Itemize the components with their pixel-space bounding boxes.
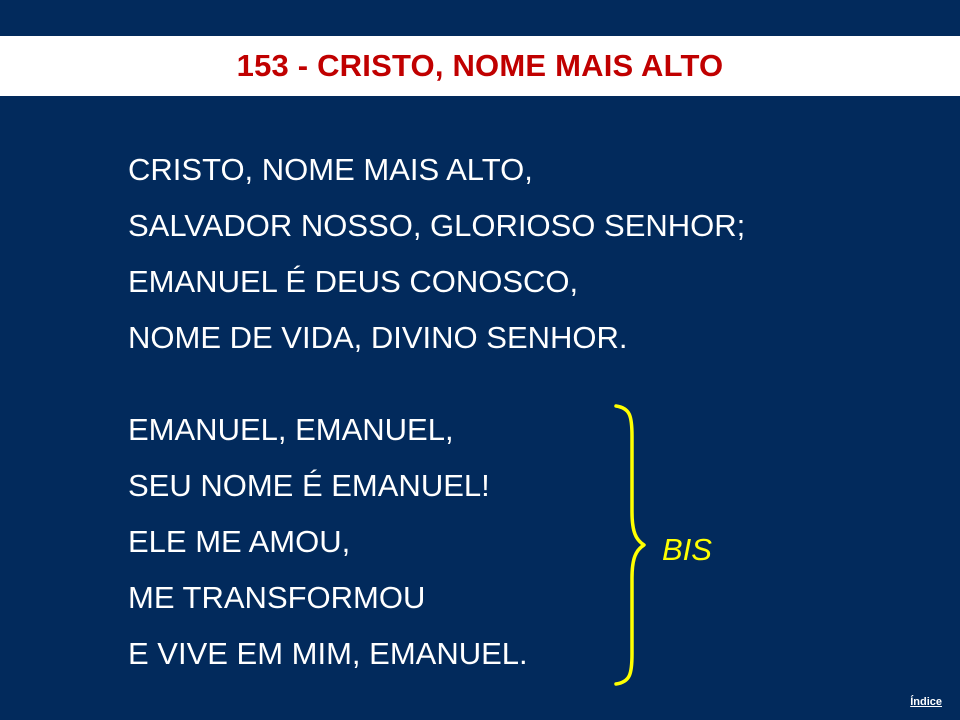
- chorus-line-1: EMANUEL, EMANUEL,: [128, 412, 454, 447]
- verse-block: [128, 146, 745, 370]
- chorus-block: [128, 406, 528, 686]
- verse-line-2: SALVADOR NOSSO, GLORIOSO SENHOR;: [128, 208, 746, 243]
- title-bar: [0, 36, 960, 96]
- repeat-brace-icon: [610, 402, 660, 688]
- chorus-line-4: ME TRANSFORMOU: [128, 580, 426, 615]
- verse-line-1: CRISTO, NOME MAIS ALTO,: [128, 152, 533, 187]
- verse-line-4: NOME DE VIDA, DIVINO SENHOR.: [128, 320, 628, 355]
- song-title: 153 - CRISTO, NOME MAIS ALTO: [236, 48, 724, 83]
- chorus-line-2: SEU NOME É EMANUEL!: [128, 468, 490, 503]
- repeat-label: BIS: [662, 532, 712, 567]
- index-link[interactable]: Índice: [910, 696, 942, 708]
- chorus-line-3: ELE ME AMOU,: [128, 524, 351, 559]
- chorus-line-5: E VIVE EM MIM, EMANUEL.: [128, 636, 528, 671]
- verse-line-3: EMANUEL É DEUS CONOSCO,: [128, 264, 579, 299]
